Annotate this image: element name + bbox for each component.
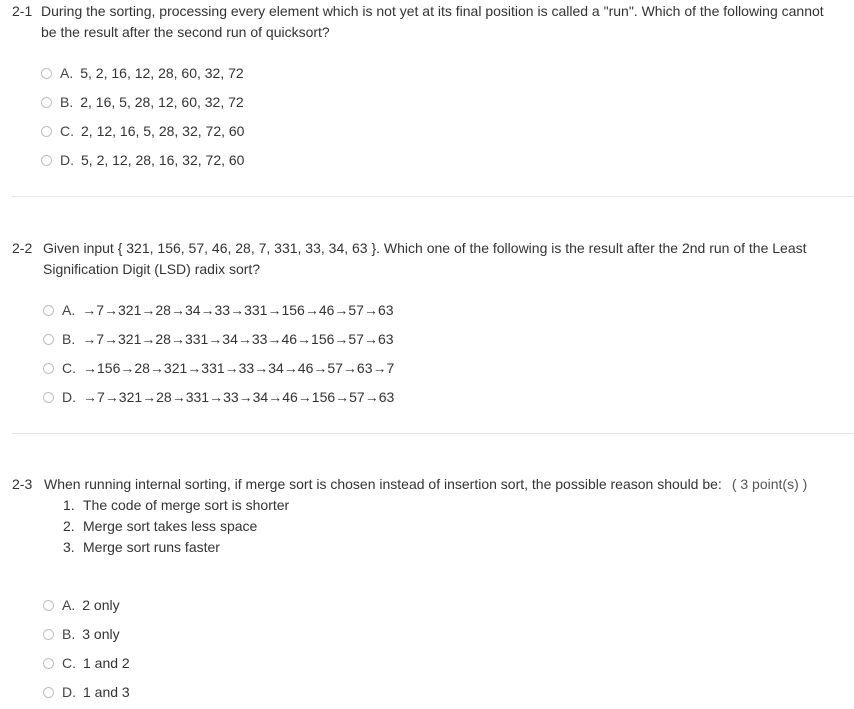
option-b[interactable] bbox=[41, 92, 244, 112]
option-text: 5, 2, 12, 28, 16, 32, 72, 60 bbox=[81, 152, 245, 168]
statement-number: 2. bbox=[63, 518, 75, 534]
option-text: 3 only bbox=[82, 626, 120, 642]
option-letter: D. bbox=[62, 684, 76, 700]
radio-button[interactable] bbox=[43, 658, 54, 669]
option-letter: B. bbox=[62, 331, 76, 347]
option-a[interactable] bbox=[41, 63, 244, 83]
statement-number: 1. bbox=[63, 497, 75, 513]
radio-button[interactable] bbox=[43, 629, 54, 640]
divider bbox=[12, 196, 854, 197]
option-letter: C. bbox=[62, 655, 76, 671]
option-letter: C. bbox=[60, 123, 74, 139]
option-letter: D. bbox=[60, 152, 74, 168]
radio-button[interactable] bbox=[41, 68, 52, 79]
option-letter: A. bbox=[60, 65, 74, 81]
question-text bbox=[44, 474, 842, 495]
option-c[interactable] bbox=[43, 358, 394, 378]
radio-button[interactable] bbox=[43, 687, 54, 698]
radio-button[interactable] bbox=[41, 155, 52, 166]
question-number: 2-1 bbox=[12, 3, 33, 19]
question-text: Given input { 321, 156, 57, 46, 28, 7, 331, 33, 34, 63 }. Which one of the following is the result after the 2nd run of the Least Signification Digit (LSD) radix sort? bbox=[43, 240, 807, 277]
option-text: 2 only bbox=[82, 597, 120, 613]
question-text: During the sorting, processing every element which is not yet at its final position is called a "run". Which of the following cannot be the result after the second run of quicksort? bbox=[41, 3, 824, 40]
radio-button[interactable] bbox=[43, 392, 54, 403]
option-text: 5, 2, 16, 12, 28, 60, 32, 72 bbox=[80, 65, 244, 81]
option-text: 1 and 3 bbox=[83, 684, 130, 700]
option-letter: B. bbox=[60, 94, 74, 110]
statement-number: 3. bbox=[63, 539, 75, 555]
statement-item bbox=[63, 495, 289, 516]
option-a[interactable] bbox=[43, 595, 120, 615]
option-text: →7→321→28→34→33→331→156→46→57→63 bbox=[82, 302, 394, 318]
statement-item bbox=[63, 516, 289, 537]
option-text: 2, 16, 5, 28, 12, 60, 32, 72 bbox=[80, 94, 244, 110]
option-letter: C. bbox=[62, 360, 76, 376]
radio-button[interactable] bbox=[41, 126, 52, 137]
option-letter: A. bbox=[62, 597, 76, 613]
question-number: 2-2 bbox=[12, 240, 33, 256]
option-letter: D. bbox=[62, 389, 76, 405]
points-label: ( 3 point(s) ) bbox=[731, 476, 808, 492]
statement-item bbox=[63, 537, 289, 558]
option-d[interactable] bbox=[41, 150, 244, 170]
question-number: 2-3 bbox=[12, 476, 33, 492]
option-a[interactable] bbox=[43, 300, 394, 320]
option-b[interactable] bbox=[43, 624, 120, 644]
radio-button[interactable] bbox=[43, 600, 54, 611]
option-text: →7→321→28→331→34→33→46→156→57→63 bbox=[82, 331, 394, 347]
radio-button[interactable] bbox=[43, 363, 54, 374]
option-letter: B. bbox=[62, 626, 76, 642]
radio-button[interactable] bbox=[43, 334, 54, 345]
option-c[interactable] bbox=[43, 653, 130, 673]
divider bbox=[12, 433, 854, 434]
statement-text: Merge sort runs faster bbox=[83, 539, 220, 555]
option-b[interactable] bbox=[43, 329, 394, 349]
radio-button[interactable] bbox=[41, 97, 52, 108]
option-letter: A. bbox=[62, 302, 76, 318]
option-text: 2, 12, 16, 5, 28, 32, 72, 60 bbox=[81, 123, 245, 139]
radio-button[interactable] bbox=[43, 305, 54, 316]
option-d[interactable] bbox=[43, 682, 130, 702]
statement-list bbox=[63, 495, 289, 558]
option-text: 1 and 2 bbox=[83, 655, 130, 671]
option-c[interactable] bbox=[41, 121, 244, 141]
statement-text: The code of merge sort is shorter bbox=[83, 497, 290, 513]
option-d[interactable] bbox=[43, 387, 394, 407]
question-text-body: When running internal sorting, if merge sort is chosen instead of insertion sort, the possible reason should be: bbox=[44, 476, 722, 492]
option-text: →7→321→28→331→33→34→46→156→57→63 bbox=[83, 389, 395, 405]
option-text: →156→28→321→331→33→34→46→57→63→7 bbox=[83, 360, 395, 376]
statement-text: Merge sort takes less space bbox=[83, 518, 258, 534]
